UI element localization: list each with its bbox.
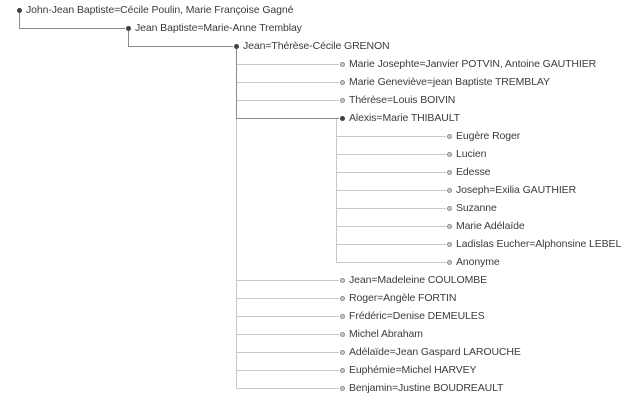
person-label: Frédéric=Denise DEMEULES	[349, 310, 485, 322]
expander-dot-icon[interactable]	[126, 26, 131, 31]
branch-connector-line	[237, 47, 340, 389]
leaf-dot-icon	[340, 98, 345, 103]
leaf-dot-icon	[340, 80, 345, 85]
person-label: Adélaïde=Jean Gaspard LAROUCHE	[349, 346, 521, 358]
person-label: Edesse	[456, 166, 491, 178]
person-label: Benjamin=Justine BOUDREAULT	[349, 382, 504, 394]
branch-connector-line	[237, 47, 340, 353]
leaf-dot-icon	[340, 350, 345, 355]
branch-connector-line	[237, 47, 340, 371]
leaf-dot-icon	[447, 170, 452, 175]
leaf-dot-icon	[340, 368, 345, 373]
expander-dot-icon[interactable]	[17, 8, 22, 13]
expander-dot-icon[interactable]	[234, 44, 239, 49]
leaf-dot-icon	[447, 224, 452, 229]
leaf-dot-icon	[447, 260, 452, 265]
leaf-dot-icon	[447, 242, 452, 247]
leaf-dot-icon	[447, 206, 452, 211]
person-label: Michel Abraham	[349, 328, 423, 340]
person-label: Euphémie=Michel HARVEY	[349, 364, 477, 376]
branch-connector-line	[337, 119, 447, 173]
person-label: Roger=Angèle FORTIN	[349, 292, 457, 304]
branch-connector-line	[337, 119, 447, 209]
leaf-dot-icon	[447, 188, 452, 193]
leaf-dot-icon	[340, 386, 345, 391]
person-label: Anonyme	[456, 256, 500, 268]
leaf-dot-icon	[340, 278, 345, 283]
person-label: Jean=Madeleine COULOMBE	[349, 274, 488, 286]
branch-connector-line	[237, 47, 340, 281]
person-label: Suzanne	[456, 202, 497, 214]
person-label: Ladislas Eucher=Alphonsine LEBEL	[456, 238, 622, 250]
leaf-dot-icon	[447, 134, 452, 139]
leaf-dot-icon	[447, 152, 452, 157]
person-label: Marie Geneviève=jean Baptiste TREMBLAY	[349, 76, 550, 88]
person-label: Marie Adélaïde	[456, 220, 525, 232]
person-label: John-Jean Baptiste=Cécile Poulin, Marie Françoise Gagné	[26, 4, 294, 16]
person-label: Lucien	[456, 148, 487, 160]
expander-dot-icon[interactable]	[340, 116, 345, 121]
leaf-dot-icon	[340, 332, 345, 337]
leaf-dot-icon	[340, 62, 345, 67]
branch-connector-line	[237, 47, 340, 101]
leaf-dot-icon	[340, 314, 345, 319]
person-label: Marie Josephte=Janvier POTVIN, Antoine GAUTHIER	[349, 58, 597, 70]
branch-connector-line	[237, 47, 340, 299]
leaf-dot-icon	[340, 296, 345, 301]
person-label: Alexis=Marie THIBAULT	[349, 112, 461, 124]
person-label: Joseph=Exilia GAUTHIER	[456, 184, 577, 196]
branch-connector-line	[237, 47, 340, 317]
person-label: Jean Baptiste=Marie-Anne Tremblay	[135, 22, 302, 34]
person-label: Eugère Roger	[456, 130, 521, 142]
person-label: Thérèse=Louis BOIVIN	[349, 94, 456, 106]
branch-connector-line	[337, 119, 447, 245]
person-label: Jean=Thérèse-Cécile GRENON	[243, 40, 390, 52]
branch-connector-line	[237, 47, 340, 335]
